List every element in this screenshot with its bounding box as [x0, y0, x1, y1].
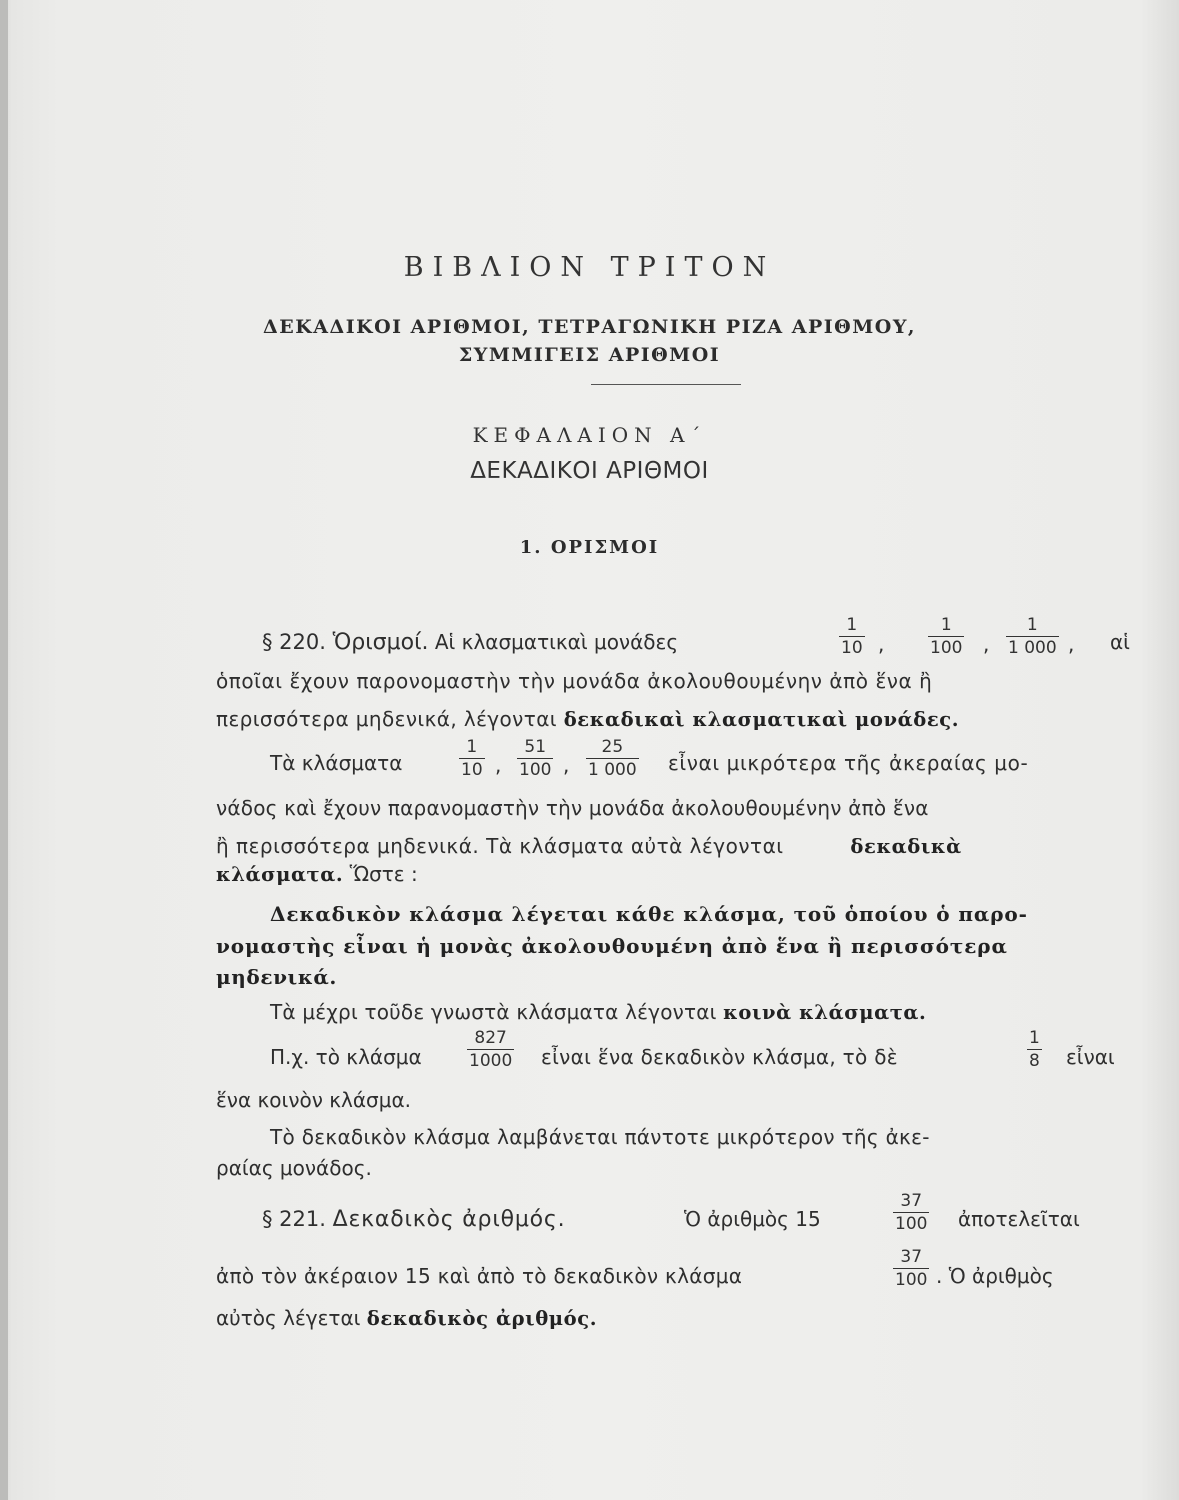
- definition-line2: νομαστὴς εἶναι ἡ μονὰς ἀκολουθουμένη ἀπὸ ἕνα ἢ περισσότερα: [216, 934, 1008, 958]
- section-number: § 221.: [262, 1207, 333, 1231]
- example-line1-mid: εἶναι ἕνα δεκαδικὸν κλάσμα, τὸ δὲ: [541, 1045, 898, 1069]
- fraction-numerator: 1: [846, 615, 858, 635]
- fraction-numerator: 827: [474, 1028, 507, 1048]
- fraction-numerator: 25: [601, 737, 624, 757]
- comma: ,: [878, 632, 885, 656]
- fraction-51-100: [517, 737, 553, 780]
- smaller-line1: Τὸ δεκαδικὸν κλάσμα λαμβάνεται πάντοτε μικρότερον τῆς ἀκε-: [270, 1125, 930, 1149]
- p220-line3: [216, 707, 959, 731]
- comma: ,: [563, 753, 570, 777]
- p221-number-intro: Ὁ ἀριθμὸς 15: [684, 1207, 821, 1231]
- p221-line2-end: . Ὁ ἀριθμὸς: [936, 1264, 1054, 1288]
- fraction-numerator: 1: [940, 615, 952, 635]
- comma: ,: [1068, 632, 1075, 656]
- fraction-numerator: 51: [524, 737, 547, 757]
- fractions-line2: νάδος καὶ ἔχουν παρανομαστὴν τὴν μονάδα ἀκολουθουμένην ἀπὸ ἕνα: [216, 796, 929, 820]
- comma: ,: [983, 632, 990, 656]
- p220-line1-end: αἱ: [1110, 630, 1130, 654]
- fraction-1-1000: [1006, 615, 1059, 658]
- fraction-denominator: 100: [930, 638, 963, 658]
- definition-line1: Δεκαδικὸν κλάσμα λέγεται κάθε κλάσμα, τοῦ ὁποίου ὁ παρο-: [270, 902, 1028, 926]
- fraction-bar: [893, 1268, 929, 1269]
- fraction-37-100: [893, 1247, 929, 1290]
- chapter-label: ΚΕΦΑΛΑΙΟΝ Α΄: [472, 423, 707, 447]
- bold-term: κοινὰ κλάσματα.: [723, 1001, 927, 1024]
- example-line1-end: εἶναι: [1066, 1045, 1115, 1069]
- fraction-denominator: 1 000: [1008, 638, 1057, 658]
- fraction-1-10: [459, 737, 485, 780]
- fraction-bar: [459, 758, 485, 759]
- bold-term: δεκαδικὸς ἀριθμός.: [366, 1307, 598, 1330]
- fraction-bar: [839, 636, 865, 637]
- fraction-denominator: 100: [519, 760, 552, 780]
- page-spine-shadow: [0, 0, 8, 1500]
- fraction-numerator: 37: [900, 1247, 923, 1267]
- section-heading: 1. ΟΡΙΣΜΟΙ: [519, 537, 660, 558]
- comma: ,: [495, 753, 502, 777]
- fraction-bar: [1027, 1049, 1042, 1050]
- p221-text: αὐτὸς λέγεται: [216, 1306, 367, 1330]
- book-subtitle-line1: ΔΕΚΑΔΙΚΟΙ ΑΡΙΘΜΟΙ, ΤΕΤΡΑΓΩΝΙΚΗ ΡΙΖΑ ΑΡΙΘΜΟΥ,: [263, 316, 916, 338]
- p220-text: περισσότερα μηδενικά, λέγονται: [216, 707, 564, 731]
- fraction-bar: [928, 636, 964, 637]
- fraction-1-100: [928, 615, 964, 658]
- fraction-827-1000: [467, 1028, 514, 1071]
- book-subtitle-line2: ΣΥΜΜΙΓΕΙΣ ΑΡΙΘΜΟΙ: [458, 344, 721, 366]
- chapter-title: ΔΕΚΑΔΙΚΟΙ ΑΡΙΘΜΟΙ: [470, 458, 709, 484]
- fractions-text: Ὥστε :: [343, 862, 418, 886]
- fraction-denominator: 10: [461, 760, 483, 780]
- fraction-bar: [893, 1212, 929, 1213]
- fractions-line3: [216, 834, 962, 858]
- fraction-denominator: 100: [895, 1214, 928, 1234]
- fraction-numerator: 37: [900, 1191, 923, 1211]
- fraction-numerator: 1: [1029, 1028, 1040, 1048]
- common-text: Τὰ μέχρι τοῦδε γνωστὰ κλάσματα λέγονται: [270, 1000, 724, 1024]
- fraction-bar: [1006, 636, 1059, 637]
- fraction-bar: [586, 758, 639, 759]
- example-line1-start: Π.χ. τὸ κλάσμα: [270, 1045, 422, 1069]
- bold-term: κλάσματα.: [216, 863, 344, 886]
- book-title: ΒΙΒΛΙΟΝ ΤΡΙΤΟΝ: [403, 252, 776, 283]
- p221-line2: ἀπὸ τὸν ἀκέραιον 15 καὶ ἀπὸ τὸ δεκαδικὸν κλάσμα: [216, 1264, 743, 1288]
- p221-line1-end: ἀποτελεῖται: [958, 1207, 1080, 1231]
- fraction-denominator: 100: [895, 1270, 928, 1290]
- fractions-line1-start: Τὰ κλάσματα: [270, 751, 403, 775]
- bold-term: δεκαδικαὶ κλασματικαὶ μονάδες.: [563, 708, 960, 731]
- title-divider: [591, 384, 741, 385]
- p220-text: Αἱ κλασματικαὶ μονάδες: [428, 630, 679, 654]
- p220-line2: ὁποῖαι ἔχουν παρονομαστὴν τὴν μονάδα ἀκολουθουμένην ἀπὸ ἕνα ἢ: [216, 669, 933, 693]
- fraction-denominator: 1000: [469, 1051, 513, 1071]
- fraction-numerator: 1: [466, 737, 478, 757]
- fractions-text: ἢ περισσότερα μηδενικά. Τὰ κλάσματα αὐτὰ λέγονται: [216, 834, 791, 858]
- fractions-line4: [216, 862, 418, 886]
- bold-term: δεκαδικὰ: [850, 835, 962, 858]
- p221-line1: [262, 1207, 565, 1232]
- fraction-bar: [517, 758, 553, 759]
- example-line2: ἕνα κοινὸν κλάσμα.: [216, 1088, 411, 1112]
- fraction-denominator: 10: [841, 638, 863, 658]
- fraction-1-8: [1027, 1028, 1042, 1071]
- smaller-line2: ραίας μονάδος.: [216, 1156, 372, 1180]
- fraction-denominator: 1 000: [588, 760, 637, 780]
- p221-line3: [216, 1306, 597, 1330]
- fraction-25-1000: [586, 737, 639, 780]
- section-number: § 220.: [262, 630, 333, 654]
- fraction-numerator: 1: [1026, 615, 1038, 635]
- fraction-bar: [467, 1049, 514, 1050]
- fraction-1-10: [839, 615, 865, 658]
- term-heading: Ὁρισμοί.: [332, 630, 429, 655]
- fractions-line1-end: εἶναι μικρότερα τῆς ἀκεραίας μο-: [668, 751, 1029, 775]
- fraction-denominator: 8: [1029, 1051, 1040, 1071]
- fraction-37-100: [893, 1191, 929, 1234]
- p220-line1: [262, 630, 678, 655]
- common-fractions-line: [270, 1000, 926, 1024]
- definition-line3: μηδενικά.: [216, 965, 337, 989]
- term-heading: Δεκαδικὸς ἀριθμός.: [332, 1207, 566, 1232]
